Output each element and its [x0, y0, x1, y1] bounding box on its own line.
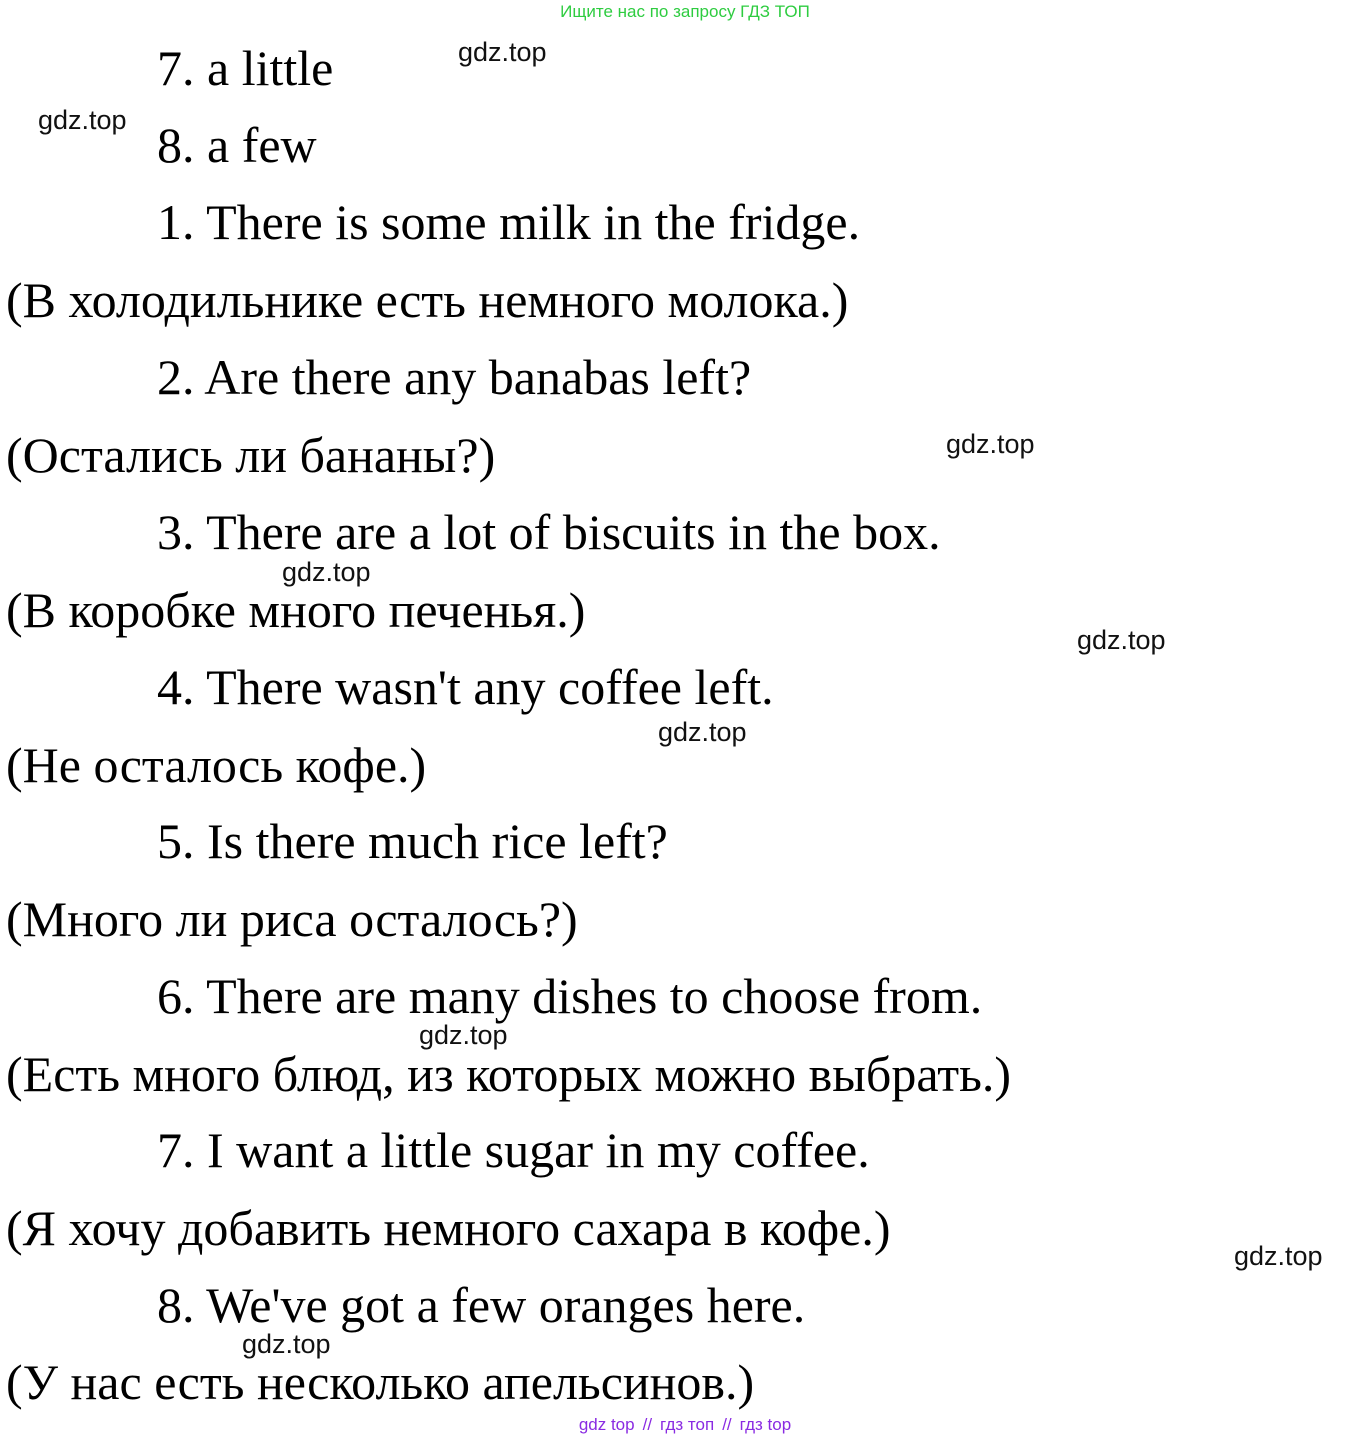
answer-7: 7. a little: [157, 40, 334, 96]
sentence-3-english: 3. There are a lot of biscuits in the box.: [157, 504, 941, 560]
sentence-7-english: 7. I want a little sugar in my coffee.: [157, 1122, 870, 1178]
watermark: gdz.top: [242, 1329, 331, 1359]
watermark: gdz.top: [458, 37, 547, 67]
sentence-1-english: 1. There is some milk in the fridge.: [157, 194, 861, 250]
sentence-2-russian: (Остались ли бананы?): [6, 427, 496, 483]
sentence-7-russian: (Я хочу добавить немного сахара в кофе.): [6, 1200, 891, 1256]
sentence-1-russian: (В холодильнике есть немного молока.): [6, 272, 849, 328]
footer-link-2[interactable]: гдз топ: [660, 1415, 715, 1434]
watermark: gdz.top: [1077, 625, 1166, 655]
watermark: gdz.top: [946, 429, 1035, 459]
sentence-4-english: 4. There wasn't any coffee left.: [157, 659, 774, 715]
footer-separator: //: [722, 1415, 732, 1434]
sentence-3-russian: (В коробке много печенья.): [6, 582, 586, 638]
footer-link-3[interactable]: гдз top: [739, 1415, 792, 1434]
sentence-6-english: 6. There are many dishes to choose from.: [157, 968, 983, 1024]
sentence-6-russian: (Есть много блюд, из которых можно выбрать.): [6, 1046, 1012, 1102]
sentence-2-english: 2. Are there any banabas left?: [157, 349, 752, 405]
watermark: gdz.top: [658, 717, 747, 747]
sentence-8-russian: (У нас есть несколько апельсинов.): [6, 1354, 755, 1410]
footer-links: [0, 1415, 1370, 1435]
sentence-8-english: 8. We've got a few oranges here.: [157, 1277, 806, 1333]
footer-separator: //: [642, 1415, 653, 1434]
watermark: gdz.top: [282, 557, 371, 587]
sentence-5-english: 5. Is there much rice left?: [157, 813, 668, 869]
top-banner[interactable]: Ищите нас по запросу ГДЗ ТОП: [560, 2, 810, 21]
watermark: gdz.top: [1234, 1241, 1323, 1271]
watermark: gdz.top: [419, 1020, 508, 1050]
sentence-4-russian: (Не осталось кофе.): [6, 737, 427, 793]
answer-8: 8. a few: [157, 117, 317, 173]
footer-link-1[interactable]: gdz top: [578, 1415, 635, 1434]
watermark: gdz.top: [38, 105, 127, 135]
sentence-5-russian: (Много ли риса осталось?): [6, 891, 578, 947]
